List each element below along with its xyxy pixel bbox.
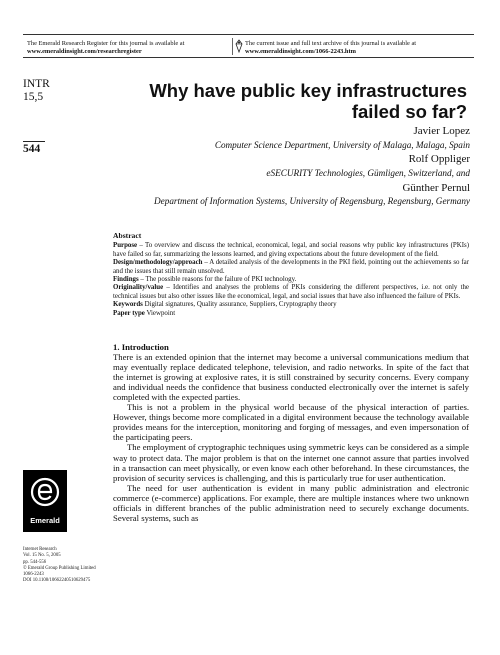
issn: 1066-2243 xyxy=(23,572,44,578)
research-register-notice xyxy=(27,40,227,57)
paper-type-label: Paper type xyxy=(113,309,145,317)
abstract-keywords xyxy=(113,301,469,309)
author-name: Günther Pernul xyxy=(402,182,470,194)
abstract-purpose xyxy=(113,242,469,259)
findings-text: – The possible reasons for the failure of PKI technology. xyxy=(138,276,297,284)
abstract-heading: Abstract xyxy=(113,231,142,240)
author-affiliation: Department of Information Systems, University of Regensburg, Regensburg, Germany xyxy=(154,196,470,206)
section-heading: 1. Introduction xyxy=(113,342,169,352)
abstract-findings xyxy=(113,276,469,284)
paper-title: Why have public key infrastructures failed so far? xyxy=(149,80,467,122)
paper-type-text: Viewpoint xyxy=(144,309,176,317)
doi: DOI 10.1108/10662240510629475 xyxy=(23,578,91,584)
author-name: Javier Lopez xyxy=(413,125,470,137)
copyright: © Emerald Group Publishing Limited xyxy=(23,565,96,571)
keywords-text: Digital signatures, Quality assurance, Suppliers, Cryptography theory xyxy=(142,301,337,309)
page-number: 544 xyxy=(23,141,45,155)
archive-link[interactable]: www.emeraldinsight.com/1066-2243.htm xyxy=(245,48,356,56)
journal-issue: Vol. 15 No. 5, 2005 xyxy=(23,553,61,559)
purpose-text: – To overview and discuss the technical, economical, legal, and social reasons why public key infrastructures (PKIs) have failed so far, summarizing the lessons learned, and giving expectations about the future development of the field. xyxy=(113,242,469,258)
journal-banner xyxy=(23,34,474,58)
body-text xyxy=(113,342,469,523)
abstract-section xyxy=(113,232,469,318)
research-register-text: The Emerald Research Register for this journal is available at xyxy=(27,40,185,47)
emerald-logo xyxy=(23,470,67,532)
abstract-design xyxy=(113,259,469,276)
purpose-label: Purpose xyxy=(113,242,138,250)
originality-label: Originality/value xyxy=(113,284,164,292)
paragraph: There is an extended opinion that the internet may become a universal communications medium that may eventually replace dedicated telephone, television, and radio networks. In spite of the fact that the internet is growing at explosive rates, it is still constrained by security concerns. Every company and individual needs the confidence that business conducted electronically over the internet is safely completed with the expected parties. xyxy=(113,352,469,403)
emerald-logo-text: Emerald xyxy=(30,516,60,525)
emerald-emblem-icon xyxy=(234,39,244,53)
citation-footer xyxy=(23,547,109,585)
page-range: pp. 544-556 xyxy=(23,559,47,565)
design-text: – A detailed analysis of the developments in the PKI field, pointing out the achievements so far and the issues that still remain unsolved. xyxy=(113,259,469,275)
archive-text: The current issue and full text archive of this journal is available at xyxy=(245,40,417,47)
research-register-link[interactable]: www.emeraldinsight.com/researchregister xyxy=(27,48,142,56)
keywords-label: Keywords xyxy=(113,301,143,309)
journal-name: Internet Research xyxy=(23,547,57,552)
full-text-archive-notice xyxy=(245,40,475,57)
author-affiliation: Computer Science Department, University of Malaga, Malaga, Spain xyxy=(214,140,470,150)
journal-volume: 15,5 xyxy=(23,91,44,103)
journal-volume-block xyxy=(23,78,50,104)
journal-code: INTR xyxy=(23,78,50,90)
author-name: Rolf Oppliger xyxy=(408,153,470,165)
banner-divider xyxy=(232,38,233,55)
author-affiliation: eSECURITY Technologies, Gümligen, Switzerland, and xyxy=(266,168,470,178)
abstract-originality xyxy=(113,284,469,301)
paragraph: The need for user authentication is evident in many public administration and electronic commerce (e-commerce) applications. For example, there are multiple instances where two unknown officials in different branches of the public administration need to securely exchange documents. Several systems, such as xyxy=(113,482,469,523)
paragraph: This is not a problem in the physical world because of the physical interaction of parties. However, things become more complicated in a digital environment because the technology available provides means for the interception, monitoring and forging of messages, and even impersonation of the participating peers. xyxy=(113,402,469,443)
abstract-paper-type xyxy=(113,310,469,318)
paragraph: The employment of cryptographic techniques using symmetric keys can be considered as a simple way to protect data. The major problem is that on the internet one cannot assure that parties involved in a transaction can meet physically, or even know each other beforehand. In these circumstances, the provision of security services is challenging, and this is particularly true for user authentication. xyxy=(113,442,469,483)
design-label: Design/methodology/approach xyxy=(113,259,203,267)
findings-label: Findings xyxy=(113,276,139,284)
originality-text: – Identifies and analyses the problems of PKIs considering the different perspectives, i.e. not only the technical issues but also other issues like the economical, legal, and social issues that have also influenced the failure of PKIs. xyxy=(113,284,469,300)
